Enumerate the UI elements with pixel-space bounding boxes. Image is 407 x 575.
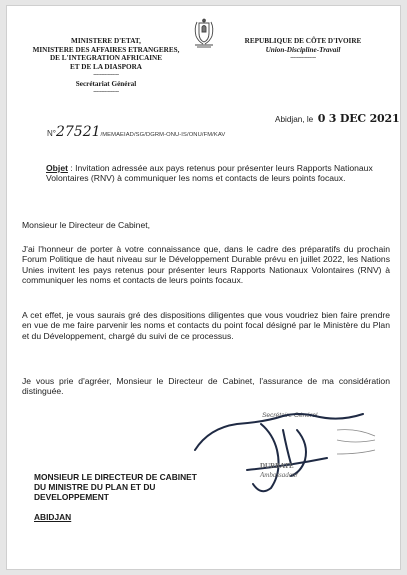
ministry-divider-1: ----------------: [93, 72, 119, 79]
recipient-line-2: DU MINISTRE DU PLAN ET DU: [34, 482, 156, 492]
reference-number: 27521: [55, 124, 101, 140]
ministry-line-4: ET DE LA DIASPORA: [70, 62, 142, 71]
republic-divider: ----------------: [290, 55, 316, 62]
recipient-block: [34, 472, 254, 522]
recipient-line-3: DEVELOPPEMENT: [34, 492, 109, 502]
reference-line: [47, 123, 387, 141]
republic-name: REPUBLIQUE DE CÔTE D'IVOIRE: [244, 37, 362, 45]
secretariat-label: Secrétariat Général: [75, 80, 137, 89]
republic-header: [223, 37, 383, 61]
subject-label: Objet: [46, 163, 68, 173]
recipient-line-1: MONSIEUR LE DIRECTEUR DE CABINET: [34, 472, 197, 482]
ministry-line-1: MINISTERE D'ETAT,: [71, 37, 141, 45]
signature-title: Secrétaire Général: [262, 412, 318, 419]
ministry-divider-2: ----------------: [93, 88, 119, 95]
salutation: Monsieur le Directeur de Cabinet,: [22, 220, 151, 230]
recipient-city: ABIDJAN: [34, 512, 72, 522]
reference-prefix: N°: [47, 129, 56, 138]
coat-of-arms-icon: [191, 18, 217, 50]
ministry-header: [21, 37, 191, 95]
letter-page: [6, 5, 401, 570]
date-prefix: Abidjan, le: [275, 115, 314, 124]
ministry-line-3: DE L'INTEGRATION AFRICAINE: [49, 54, 163, 63]
reference-code: /MEMAEIAD/SG/DGRM-ONU-IS/ONU/FM/KAV: [100, 132, 226, 138]
paragraph-1: J'ai l'honneur de porter à votre connaissance que, dans le cadre des préparatifs du prochain Forum Politique de haut niveau sur le Développement Durable prévu en juillet 2022, les Nations Unies invitent les pays retenus pour présenter leurs Rapports Nationaux Volontaires (RNV) à communiquer les noms et contacts de leurs points focaux.: [22, 244, 390, 286]
subject-text: : Invitation adressée aux pays retenus pour présenter leurs Rapports Nationaux Volontaires (RNV) à communiquer les noms et contacts de leurs points focaux.: [46, 163, 373, 184]
republic-motto: Union-Discipline-Travail: [265, 45, 341, 54]
ministry-line-2: MINISTERE DES AFFAIRES ETRANGERES,: [32, 45, 180, 54]
paragraph-3: Je vous prie d'agréer, Monsieur le Directeur de Cabinet, l'assurance de ma considération distinguée.: [22, 376, 390, 397]
signatory-name: DURBATE: [260, 462, 294, 470]
paragraph-2: A cet effet, je vous saurais gré des dispositions diligentes que vous voudriez bien faire prendre en vue de me faire parvenir les noms et contacts du point focal désigné par le Ministère du Plan et du Développement, chargé du suivi de ce processus.: [22, 310, 390, 341]
subject-block: [46, 163, 382, 184]
signatory-rank: Ambassadeur: [260, 471, 299, 479]
date-stamp: 0 3 DEC 2021: [317, 112, 400, 125]
